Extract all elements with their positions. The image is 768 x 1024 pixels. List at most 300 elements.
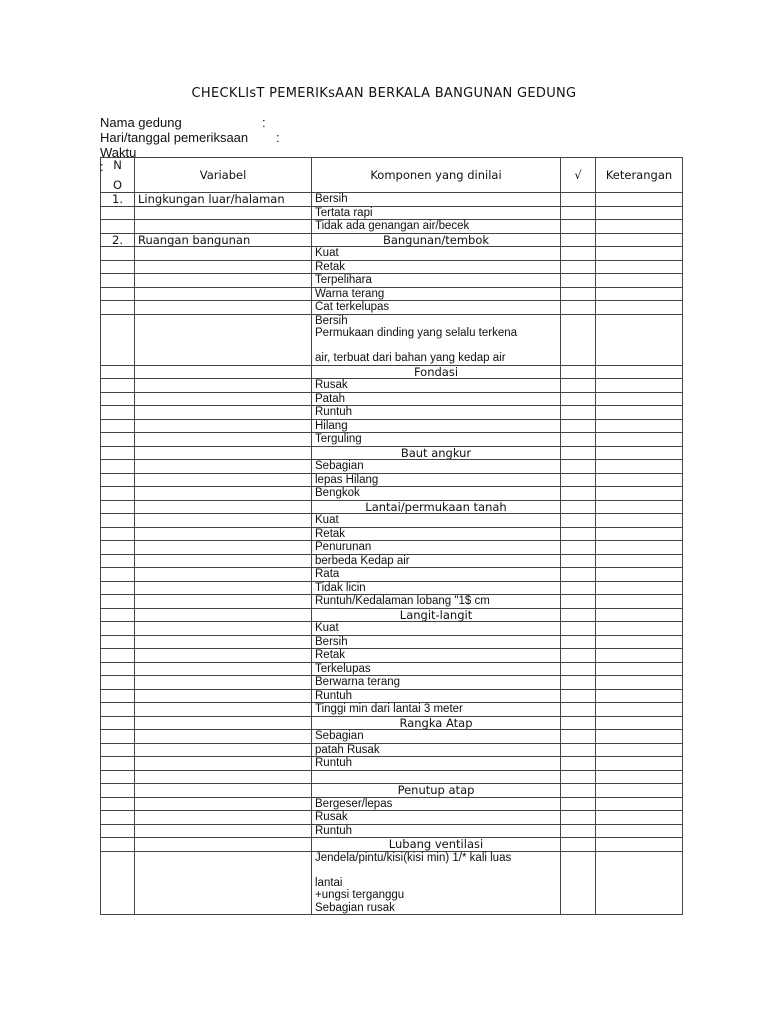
row-check-cell[interactable] <box>561 635 596 649</box>
row-check-cell[interactable] <box>561 460 596 474</box>
header-no <box>101 158 135 193</box>
row-komponen: Kuat <box>312 622 561 636</box>
row-number <box>101 703 135 717</box>
table-row <box>101 554 683 568</box>
row-keterangan-cell[interactable] <box>596 500 683 514</box>
row-section-heading: Fondasi <box>312 365 561 379</box>
row-number <box>101 581 135 595</box>
row-keterangan-cell[interactable] <box>596 622 683 636</box>
table-row <box>101 406 683 420</box>
row-variabel <box>135 406 312 420</box>
table-row <box>101 595 683 609</box>
row-keterangan-cell[interactable] <box>596 838 683 852</box>
row-variabel <box>135 392 312 406</box>
row-keterangan-cell[interactable] <box>596 797 683 811</box>
row-keterangan-cell[interactable] <box>596 220 683 234</box>
row-keterangan-cell[interactable] <box>596 473 683 487</box>
row-check-cell[interactable] <box>561 274 596 288</box>
row-keterangan-cell[interactable] <box>596 460 683 474</box>
row-variabel <box>135 743 312 757</box>
header-no-line1: N <box>113 158 122 172</box>
row-komponen: Bersih <box>312 635 561 649</box>
row-check-cell[interactable] <box>561 662 596 676</box>
row-variabel <box>135 581 312 595</box>
row-number <box>101 784 135 798</box>
row-keterangan-cell[interactable] <box>596 757 683 771</box>
row-number <box>101 247 135 261</box>
row-check-cell[interactable] <box>561 287 596 301</box>
row-keterangan-cell[interactable] <box>596 247 683 261</box>
row-section-heading: Langit-langit <box>312 608 561 622</box>
row-komponen: Berwarna terang <box>312 676 561 690</box>
table-row <box>101 770 683 784</box>
document-title: CHECKLIsT PEMERIKsAAN BERKALA BANGUNAN GEDUNG <box>191 86 577 101</box>
row-keterangan-cell[interactable] <box>596 193 683 207</box>
row-komponen: Runtuh <box>312 406 561 420</box>
row-variabel <box>135 703 312 717</box>
row-check-cell[interactable] <box>561 301 596 315</box>
row-number <box>101 541 135 555</box>
table-row <box>101 541 683 555</box>
row-check-cell[interactable] <box>561 446 596 460</box>
row-number <box>101 649 135 663</box>
field-colon: : <box>262 115 266 130</box>
row-variabel <box>135 608 312 622</box>
table-body <box>101 193 683 915</box>
row-keterangan-cell[interactable] <box>596 433 683 447</box>
row-keterangan-cell[interactable] <box>596 676 683 690</box>
row-number <box>101 622 135 636</box>
table-row <box>101 460 683 474</box>
row-variabel <box>135 314 312 365</box>
table-row <box>101 247 683 261</box>
field-label: Nama gedung <box>100 115 182 130</box>
row-section-heading: Rangka Atap <box>312 716 561 730</box>
table-row <box>101 433 683 447</box>
row-number: 1. <box>101 193 135 207</box>
row-komponen: Retak <box>312 649 561 663</box>
row-check-cell[interactable] <box>561 851 596 915</box>
row-komponen: Retak <box>312 260 561 274</box>
row-check-cell[interactable] <box>561 811 596 825</box>
field-hari-tanggal <box>100 130 280 145</box>
row-check-cell[interactable] <box>561 838 596 852</box>
row-variabel <box>135 757 312 771</box>
row-komponen: Penurunan <box>312 541 561 555</box>
row-check-cell[interactable] <box>561 193 596 207</box>
row-section-heading: Lubang ventilasi <box>312 838 561 852</box>
row-keterangan-cell[interactable] <box>596 274 683 288</box>
row-check-cell[interactable] <box>561 689 596 703</box>
row-keterangan-cell[interactable] <box>596 824 683 838</box>
row-variabel <box>135 514 312 528</box>
table-row <box>101 301 683 315</box>
table-row <box>101 446 683 460</box>
table-row <box>101 851 683 915</box>
row-komponen: Rusak <box>312 379 561 393</box>
row-number <box>101 676 135 690</box>
row-number <box>101 301 135 315</box>
row-variabel <box>135 635 312 649</box>
row-check-cell[interactable] <box>561 784 596 798</box>
row-check-cell[interactable] <box>561 314 596 365</box>
table-row <box>101 365 683 379</box>
row-check-cell[interactable] <box>561 824 596 838</box>
row-variabel <box>135 568 312 582</box>
row-komponen: Rusak <box>312 811 561 825</box>
row-section-heading: Bangunan/tembok <box>312 233 561 247</box>
row-number <box>101 514 135 528</box>
row-number <box>101 608 135 622</box>
table-row <box>101 635 683 649</box>
row-section-heading: Lantai/permukaan tanah <box>312 500 561 514</box>
table-row <box>101 314 683 365</box>
row-komponen: Bersih <box>312 193 561 207</box>
row-variabel <box>135 662 312 676</box>
table-row <box>101 500 683 514</box>
row-variabel <box>135 716 312 730</box>
row-number <box>101 220 135 234</box>
row-komponen: patah Rusak <box>312 743 561 757</box>
header-no-line2: O <box>112 178 123 192</box>
row-keterangan-cell[interactable] <box>596 730 683 744</box>
row-number <box>101 274 135 288</box>
table-row <box>101 811 683 825</box>
row-check-cell[interactable] <box>561 622 596 636</box>
table-row <box>101 473 683 487</box>
row-variabel <box>135 689 312 703</box>
row-keterangan-cell[interactable] <box>596 662 683 676</box>
table-row <box>101 487 683 501</box>
row-number <box>101 433 135 447</box>
row-check-cell[interactable] <box>561 487 596 501</box>
table-row <box>101 676 683 690</box>
table-row <box>101 206 683 220</box>
row-keterangan-cell[interactable] <box>596 649 683 663</box>
row-keterangan-cell[interactable] <box>596 392 683 406</box>
row-keterangan-cell[interactable] <box>596 541 683 555</box>
row-keterangan-cell[interactable] <box>596 419 683 433</box>
row-keterangan-cell[interactable] <box>596 595 683 609</box>
table-row <box>101 581 683 595</box>
field-label: Waktu <box>100 145 137 160</box>
row-komponen: Runtuh <box>312 824 561 838</box>
row-check-cell[interactable] <box>561 514 596 528</box>
row-number <box>101 419 135 433</box>
row-komponen: Runtuh <box>312 689 561 703</box>
row-number <box>101 460 135 474</box>
row-komponen: Bergeser/lepas <box>312 797 561 811</box>
row-check-cell[interactable] <box>561 433 596 447</box>
row-komponen: Cat terkelupas <box>312 301 561 315</box>
row-check-cell[interactable] <box>561 743 596 757</box>
row-komponen: Terkelupas <box>312 662 561 676</box>
table-row <box>101 392 683 406</box>
row-number <box>101 314 135 365</box>
row-variabel <box>135 500 312 514</box>
header-komponen: Komponen yang dinilai <box>312 158 561 193</box>
row-number <box>101 770 135 784</box>
row-number <box>101 568 135 582</box>
row-check-cell[interactable] <box>561 608 596 622</box>
table-row <box>101 757 683 771</box>
row-variabel <box>135 527 312 541</box>
row-check-cell[interactable] <box>561 649 596 663</box>
row-komponen: Runtuh/Kedalaman lobang "1$ cm <box>312 595 561 609</box>
row-variabel <box>135 824 312 838</box>
table-row <box>101 797 683 811</box>
row-check-cell[interactable] <box>561 676 596 690</box>
table-row <box>101 662 683 676</box>
row-variabel <box>135 287 312 301</box>
row-keterangan-cell[interactable] <box>596 770 683 784</box>
row-keterangan-cell[interactable] <box>596 635 683 649</box>
table-row <box>101 220 683 234</box>
row-komponen: Tertata rapi <box>312 206 561 220</box>
row-keterangan-cell[interactable] <box>596 811 683 825</box>
row-variabel <box>135 595 312 609</box>
row-number <box>101 287 135 301</box>
header-variabel: Variabel <box>135 158 312 193</box>
row-check-cell[interactable] <box>561 379 596 393</box>
row-keterangan-cell[interactable] <box>596 527 683 541</box>
table-row <box>101 730 683 744</box>
table-row <box>101 716 683 730</box>
table-row <box>101 824 683 838</box>
row-number <box>101 595 135 609</box>
row-number <box>101 500 135 514</box>
row-variabel <box>135 247 312 261</box>
row-number <box>101 662 135 676</box>
row-variabel <box>135 274 312 288</box>
row-variabel <box>135 260 312 274</box>
row-komponen: Tinggi min dari lantai 3 meter <box>312 703 561 717</box>
row-variabel <box>135 220 312 234</box>
header-keterangan: Keterangan <box>596 158 683 193</box>
row-number <box>101 824 135 838</box>
row-komponen: Kuat <box>312 247 561 261</box>
row-komponen: Bersih Permukaan dinding yang selalu terkena air, terbuat dari bahan yang kedap air <box>312 314 561 365</box>
row-number <box>101 811 135 825</box>
field-colon: : <box>100 159 104 174</box>
row-variabel <box>135 473 312 487</box>
row-komponen: Terpelihara <box>312 274 561 288</box>
table-row <box>101 568 683 582</box>
row-komponen: Sebagian <box>312 730 561 744</box>
row-keterangan-cell[interactable] <box>596 206 683 220</box>
table-row <box>101 527 683 541</box>
row-keterangan-cell[interactable] <box>596 301 683 315</box>
row-keterangan-cell[interactable] <box>596 365 683 379</box>
row-check-cell[interactable] <box>561 419 596 433</box>
row-keterangan-cell[interactable] <box>596 379 683 393</box>
row-keterangan-cell[interactable] <box>596 743 683 757</box>
checklist-table <box>100 157 683 915</box>
row-number: 2. <box>101 233 135 247</box>
row-check-cell[interactable] <box>561 473 596 487</box>
table-row <box>101 274 683 288</box>
row-variabel <box>135 487 312 501</box>
row-komponen: Jendela/pintu/kisi(kisi min) 1/* kali luas lantai +ungsi terganggu Sebagian rusak <box>312 851 561 915</box>
row-komponen: Bengkok <box>312 487 561 501</box>
table-row <box>101 649 683 663</box>
row-number <box>101 473 135 487</box>
table-row <box>101 784 683 798</box>
row-number <box>101 527 135 541</box>
row-komponen: Runtuh <box>312 757 561 771</box>
row-check-cell[interactable] <box>561 568 596 582</box>
table-header-row <box>101 158 683 193</box>
row-number <box>101 851 135 915</box>
row-number <box>101 716 135 730</box>
field-label: Hari/tanggal pemeriksaan <box>100 130 249 145</box>
row-keterangan-cell[interactable] <box>596 689 683 703</box>
row-check-cell[interactable] <box>561 595 596 609</box>
row-variabel <box>135 301 312 315</box>
row-check-cell[interactable] <box>561 392 596 406</box>
row-variabel <box>135 676 312 690</box>
row-variabel: Lingkungan luar/halaman <box>135 193 312 207</box>
row-check-cell[interactable] <box>561 260 596 274</box>
row-number <box>101 446 135 460</box>
row-keterangan-cell[interactable] <box>596 446 683 460</box>
row-number <box>101 206 135 220</box>
row-check-cell[interactable] <box>561 770 596 784</box>
row-check-cell[interactable] <box>561 206 596 220</box>
table-row <box>101 287 683 301</box>
row-keterangan-cell[interactable] <box>596 287 683 301</box>
row-komponen: lepas Hilang <box>312 473 561 487</box>
row-variabel <box>135 206 312 220</box>
row-variabel <box>135 460 312 474</box>
row-keterangan-cell[interactable] <box>596 314 683 365</box>
row-number <box>101 487 135 501</box>
row-keterangan-cell[interactable] <box>596 260 683 274</box>
row-keterangan-cell[interactable] <box>596 581 683 595</box>
row-variabel <box>135 838 312 852</box>
row-keterangan-cell[interactable] <box>596 784 683 798</box>
row-variabel <box>135 784 312 798</box>
row-section-heading: Penutup atap <box>312 784 561 798</box>
row-keterangan-cell[interactable] <box>596 554 683 568</box>
row-variabel <box>135 541 312 555</box>
field-colon: : <box>276 130 280 145</box>
row-variabel <box>135 811 312 825</box>
row-check-cell[interactable] <box>561 757 596 771</box>
row-komponen: Kuat <box>312 514 561 528</box>
row-check-cell[interactable] <box>561 716 596 730</box>
table-row <box>101 419 683 433</box>
row-komponen: Hilang <box>312 419 561 433</box>
row-keterangan-cell[interactable] <box>596 568 683 582</box>
row-check-cell[interactable] <box>561 500 596 514</box>
row-variabel <box>135 446 312 460</box>
row-number <box>101 797 135 811</box>
row-check-cell[interactable] <box>561 554 596 568</box>
row-variabel <box>135 649 312 663</box>
row-check-cell[interactable] <box>561 406 596 420</box>
row-number <box>101 743 135 757</box>
row-number <box>101 554 135 568</box>
row-check-cell[interactable] <box>561 247 596 261</box>
row-number <box>101 260 135 274</box>
row-variabel <box>135 622 312 636</box>
row-number <box>101 379 135 393</box>
row-variabel <box>135 554 312 568</box>
row-komponen: berbeda Kedap air <box>312 554 561 568</box>
row-komponen: Tidak ada genangan air/becek <box>312 220 561 234</box>
row-variabel <box>135 379 312 393</box>
header-check: √ <box>561 158 596 193</box>
row-number <box>101 365 135 379</box>
row-section-heading: Baut angkur <box>312 446 561 460</box>
row-komponen: Rata <box>312 568 561 582</box>
row-komponen: Terguling <box>312 433 561 447</box>
row-keterangan-cell[interactable] <box>596 851 683 915</box>
row-number <box>101 392 135 406</box>
table-row <box>101 193 683 207</box>
row-keterangan-cell[interactable] <box>596 487 683 501</box>
row-check-cell[interactable] <box>561 233 596 247</box>
row-variabel <box>135 797 312 811</box>
table-row <box>101 379 683 393</box>
row-number <box>101 757 135 771</box>
row-komponen: Patah <box>312 392 561 406</box>
table-row <box>101 514 683 528</box>
table-row <box>101 608 683 622</box>
table-row <box>101 260 683 274</box>
row-check-cell[interactable] <box>561 541 596 555</box>
field-nama-gedung <box>100 115 266 130</box>
row-check-cell[interactable] <box>561 527 596 541</box>
row-variabel <box>135 851 312 915</box>
row-komponen <box>312 770 561 784</box>
row-variabel <box>135 419 312 433</box>
row-check-cell[interactable] <box>561 365 596 379</box>
row-komponen: Warna terang <box>312 287 561 301</box>
row-komponen: Retak <box>312 527 561 541</box>
row-variabel <box>135 730 312 744</box>
row-keterangan-cell[interactable] <box>596 703 683 717</box>
row-variabel <box>135 770 312 784</box>
row-check-cell[interactable] <box>561 703 596 717</box>
row-komponen: Sebagian <box>312 460 561 474</box>
row-number <box>101 730 135 744</box>
row-komponen: Tidak licin <box>312 581 561 595</box>
row-number <box>101 635 135 649</box>
row-number <box>101 689 135 703</box>
table-row <box>101 838 683 852</box>
row-number <box>101 406 135 420</box>
row-number <box>101 838 135 852</box>
row-check-cell[interactable] <box>561 730 596 744</box>
row-variabel <box>135 433 312 447</box>
row-keterangan-cell[interactable] <box>596 406 683 420</box>
row-keterangan-cell[interactable] <box>596 233 683 247</box>
table-row <box>101 689 683 703</box>
table-row <box>101 703 683 717</box>
row-keterangan-cell[interactable] <box>596 608 683 622</box>
row-keterangan-cell[interactable] <box>596 716 683 730</box>
row-keterangan-cell[interactable] <box>596 514 683 528</box>
row-check-cell[interactable] <box>561 581 596 595</box>
table-row <box>101 622 683 636</box>
row-variabel: Ruangan bangunan <box>135 233 312 247</box>
table-row <box>101 233 683 247</box>
row-check-cell[interactable] <box>561 220 596 234</box>
row-variabel <box>135 365 312 379</box>
row-check-cell[interactable] <box>561 797 596 811</box>
